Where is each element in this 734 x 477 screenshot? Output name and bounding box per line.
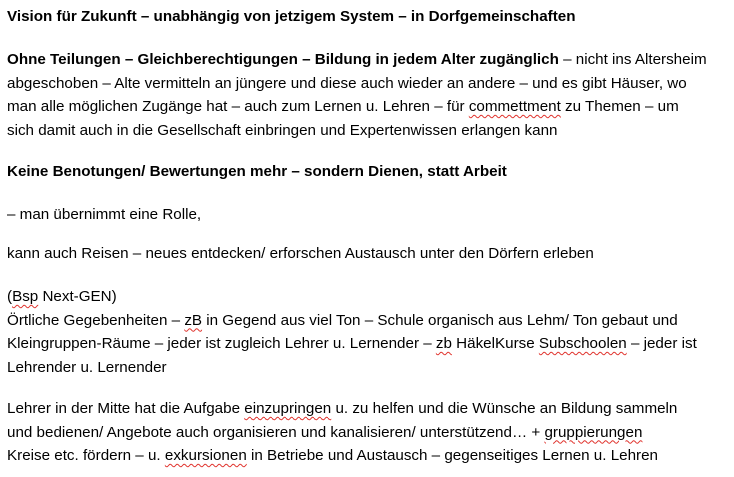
paragraph-line (7, 332, 731, 356)
paragraph-travel (7, 242, 594, 266)
spellcheck-word: einzupringen (244, 400, 332, 417)
line-text: u. zu helfen und die Wünsche an Bildung sammeln (331, 400, 678, 417)
paragraph-line: Lehrender u. Lernender (7, 358, 167, 376)
line-text: Kreise etc. fördern – u. (7, 447, 165, 464)
line-text: – man übernimmt eine Rolle, (7, 206, 202, 223)
line-text: HäkelKurse (451, 335, 539, 352)
bold-lead: Ohne Teilungen – Gleichberechtigungen – Bildung in jedem Alter zugänglich (7, 51, 559, 68)
heading-text: Keine Benotungen/ Bewertungen mehr – sondern Dienen, statt Arbeit (7, 163, 507, 180)
spellcheck-word: zB (184, 311, 203, 329)
paragraph-example (7, 285, 731, 379)
line-text: Kleingruppen-Räume – jeder ist zugleich Lehrer u. Lernender – (7, 335, 436, 352)
spellcheck-word: Bsp (12, 288, 39, 305)
line-text: zu Themen – um (560, 98, 679, 115)
paragraph-line (7, 309, 731, 333)
line-text: man alle möglichen Zugänge hat – auch zum Lernen u. Lehren – für (7, 98, 469, 115)
line-text: Örtliche Gegebenheiten – (7, 311, 185, 329)
line-text: Next-GEN) (38, 288, 117, 305)
heading-no-grades (7, 160, 507, 184)
paragraph-vision (7, 48, 731, 142)
paragraph-line (7, 48, 731, 72)
paragraph-line: abgeschoben – Alte vermitteln an jüngere und diese auch wieder an andere – und es gibt Häuser, wo (7, 74, 687, 92)
line-text: ( (7, 288, 13, 305)
spellcheck-word: exkursionen (164, 447, 247, 464)
paragraph-line (7, 397, 731, 421)
paragraph-line (7, 421, 731, 445)
line-text: in Betriebe und Austausch – gegenseitiges Lernen u. Lehren (246, 447, 658, 464)
document-title (7, 5, 576, 29)
spellcheck-word: zb (435, 335, 452, 352)
line-text: kann auch Reisen – neues entdecken/ erforschen Austausch unter den Dörfern erleben (7, 245, 594, 262)
paragraph-line: sich damit auch in die Gesellschaft einbringen und Expertenwissen erlangen kann (7, 121, 558, 139)
paragraph-role (7, 203, 201, 227)
paragraph-line (7, 444, 731, 468)
line-text: – nicht ins Altersheim (558, 51, 707, 68)
spellcheck-word: commettment (468, 98, 561, 115)
line-text: in Gegend aus viel Ton – Schule organisch aus Lehm/ Ton gebaut und (202, 311, 678, 329)
line-text: Lehrer in der Mitte hat die Aufgabe (7, 400, 245, 417)
paragraph-line (7, 285, 731, 309)
line-text: – jeder ist (626, 335, 697, 352)
paragraph-line (7, 95, 731, 119)
title-text: Vision für Zukunft – unabhängig von jetzigem System – in Dorfgemeinschaften (7, 8, 576, 25)
spellcheck-word: Subschoolen (538, 335, 627, 352)
spellcheck-word: gruppierungen (544, 423, 643, 441)
paragraph-teacher (7, 397, 731, 468)
line-text: und bedienen/ Angebote auch organisieren und kanalisieren/ unterstützend… + (7, 423, 545, 441)
